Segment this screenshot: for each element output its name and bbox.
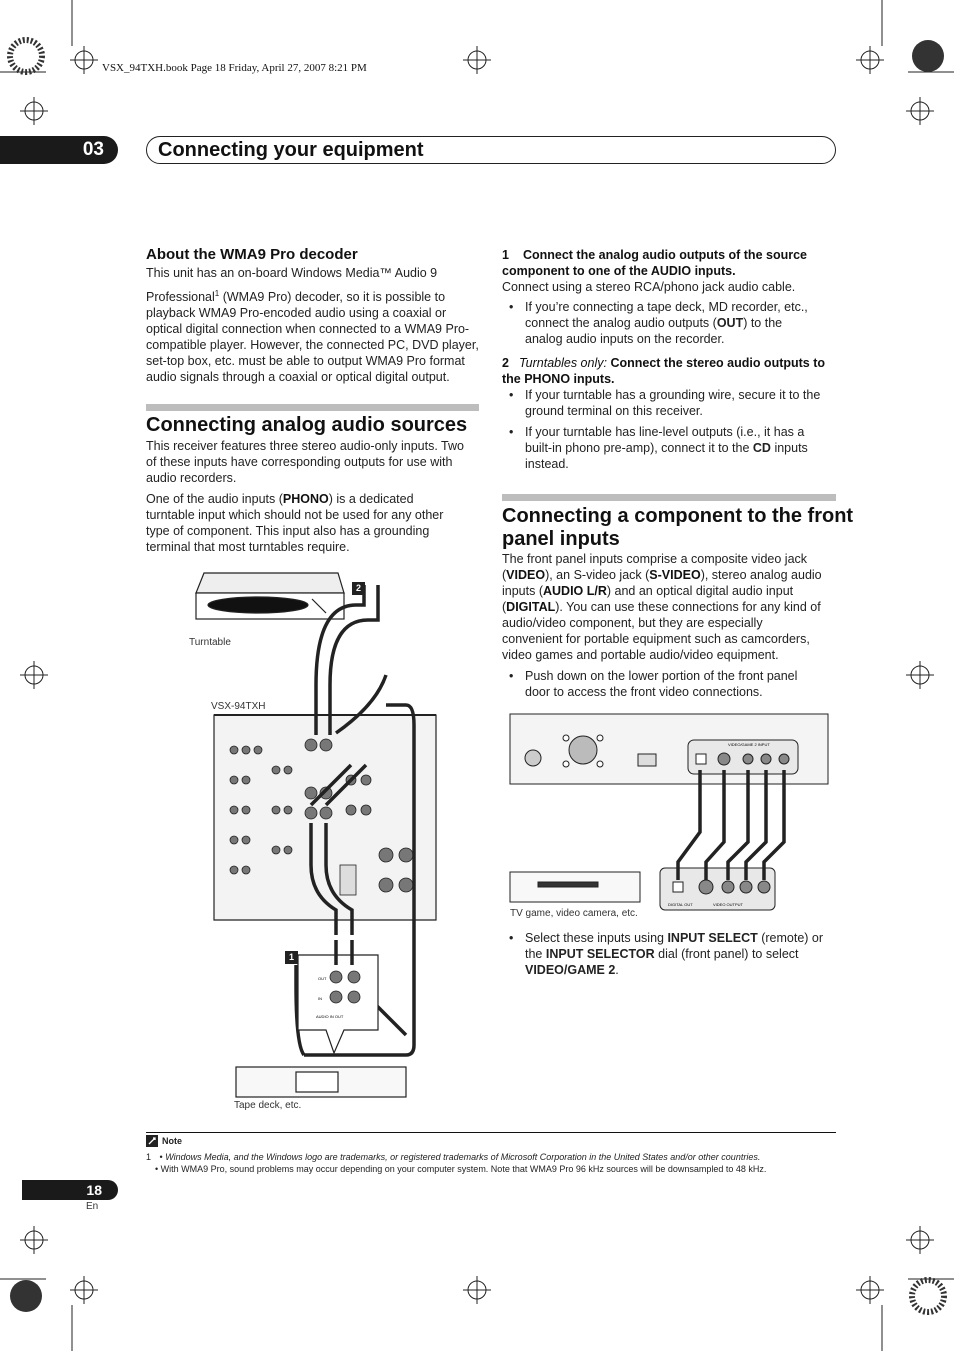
text-line: set-top box, etc. must be able to output WMA9 Pro format: [146, 354, 465, 369]
text-span: ), stereo analog audio: [700, 568, 822, 582]
front-paragraph: [502, 551, 847, 663]
text-line: convenient for portable equipment such as camcorders,: [502, 632, 810, 646]
analog-paragraph-1: [146, 438, 486, 486]
text-line: audio signals through a coaxial or optical digital output.: [146, 370, 450, 385]
note-1: 1 • Windows Media, and the Windows logo are trademarks, or registered trademarks of Microsoft Corporation in the United States and/or other countries.: [146, 1152, 761, 1162]
text-line: panel inputs: [502, 528, 620, 550]
text-line: [146, 491, 486, 507]
device-caption: TV game, video camera, etc.: [510, 908, 638, 919]
text-line: of these inputs have corresponding outputs for use with: [146, 455, 453, 469]
text-span: (: [502, 568, 507, 582]
text-span: Connect the analog audio outputs of the source: [522, 248, 807, 262]
step-2-bullet-2: [525, 424, 845, 472]
text-line: instead.: [525, 457, 569, 471]
text-line: type of component. This input also has a grounding: [146, 524, 430, 538]
text-span: Connect the stereo audio outputs to: [606, 356, 826, 370]
text-line: This receiver features three stereo audio-only inputs. Two: [146, 439, 464, 453]
wma-heading: About the WMA9 Pro decoder: [146, 246, 358, 263]
video-output-label: VIDEO OUTPUT: [713, 902, 744, 907]
step-badge-1: 1: [285, 951, 298, 964]
text-line: compatible player. However, the connected PC, DVD player,: [146, 338, 479, 353]
text-line: audio/video component, but they are especially: [502, 616, 763, 630]
text-span: connect the analog audio outputs (: [525, 316, 717, 330]
text-span: (: [502, 600, 507, 614]
video-game-term: VIDEO/GAME 2: [525, 963, 616, 977]
note-text: With WMA9 Pro, sound problems may occur depending on your computer system. Note that WMA9 Pro 96 kHz sources will be downsampled to 48 kHz.: [160, 1164, 767, 1174]
text-span: ) is a dedicated: [328, 492, 414, 506]
input-select-term: INPUT SELECT: [667, 931, 758, 945]
text-line: audio recorders.: [146, 471, 237, 485]
digital-out-label: DIGITAL OUT: [668, 902, 693, 907]
receiver-label: VSX-94TXH: [211, 701, 266, 712]
audio-lr-term: AUDIO L/R: [543, 584, 607, 598]
analog-heading: Connecting analog audio sources: [146, 414, 468, 436]
footnote-ref: 1: [214, 289, 220, 298]
page-number: 18: [22, 1180, 118, 1200]
note-2: • With WMA9 Pro, sound problems may occur depending on your computer system. Note that WMA9 Pro 96 kHz sources will be downsampled to 48 kHz.: [155, 1164, 767, 1174]
analog-paragraph-2: [146, 491, 486, 555]
front-panel-diagram: [508, 712, 833, 912]
text-span: ) to the: [743, 316, 783, 330]
out-label: OUT: [318, 976, 327, 981]
page-language: En: [86, 1201, 99, 1212]
note-divider: [146, 1132, 836, 1133]
section-rule: [502, 494, 836, 501]
text-span: (remote) or: [757, 931, 824, 945]
text-line: • If your turntable has line-level outputs (i.e., it has a: [525, 425, 805, 439]
text-span: built-in phono pre-amp), connect it to the: [525, 441, 753, 455]
text-line: • Push down on the lower portion of the front panel: [525, 669, 798, 683]
text-line: terminal that most turntables require.: [146, 540, 350, 554]
text-line: [525, 315, 845, 331]
step-2: [502, 355, 842, 387]
note-icon: [146, 1135, 158, 1147]
video-term: VIDEO: [506, 568, 546, 582]
text-span: the: [525, 947, 546, 961]
panel-label: VIDEO/GAME 2 INPUT: [728, 742, 770, 747]
chapter-title: Connecting your equipment: [158, 139, 424, 161]
text-line: [502, 247, 842, 263]
text-line: analog audio inputs on the recorder.: [525, 332, 725, 346]
wma-paragraph: [146, 265, 486, 385]
text-line: [502, 583, 847, 599]
text-span: Professional: [146, 290, 215, 305]
text-span: .: [615, 963, 619, 977]
phono-term: PHONO: [282, 492, 329, 506]
text-line: [502, 355, 842, 371]
text-line: video games and portable audio/video equipment.: [502, 648, 779, 662]
text-line: [502, 599, 847, 615]
front-heading: [502, 505, 853, 551]
chapter-number: 03: [0, 136, 118, 164]
note-number: 1: [146, 1152, 152, 1162]
text-line: [525, 930, 845, 946]
front-bullet: [525, 668, 845, 700]
text-line: The front panel inputs comprise a composite video jack: [502, 552, 808, 566]
text-span: inputs: [770, 441, 808, 455]
text-line: the PHONO inputs.: [502, 372, 615, 386]
digital-term: DIGITAL: [506, 600, 556, 614]
audio-in-out-label: AUDIO IN OUT: [316, 1014, 344, 1019]
text-span: ), an S-video jack (: [545, 568, 650, 582]
select-bullet: [525, 930, 845, 978]
text-line: • If you’re connecting a tape deck, MD recorder, etc.,: [525, 300, 808, 314]
text-span: ) and an optical digital audio input: [606, 584, 794, 598]
cd-term: CD: [752, 441, 771, 455]
tape-deck-label: Tape deck, etc.: [234, 1100, 302, 1111]
text-line: ground terminal on this receiver.: [525, 404, 703, 418]
text-line: [502, 567, 847, 583]
text-span: One of the audio inputs (: [146, 492, 283, 506]
text-line: • If your turntable has a grounding wire, secure it to the: [525, 388, 821, 402]
text-line: Connecting a component to the front: [502, 505, 854, 527]
text-span: Turntables only:: [518, 356, 607, 370]
text-line: [525, 962, 845, 978]
step-2-bullet-1: [525, 387, 845, 419]
text-span: inputs (: [502, 584, 543, 598]
step-1: [502, 247, 842, 279]
book-header: VSX_94TXH.book Page 18 Friday, April 27, 2007 8:21 PM: [102, 62, 367, 74]
text-line: [525, 946, 845, 962]
step-1-bullet: [525, 299, 845, 347]
text-line: component to one of the AUDIO inputs.: [502, 264, 736, 278]
turntable-label: Turntable: [189, 637, 231, 648]
section-rule: [146, 404, 479, 411]
text-line: optical digital connection when connected to a WMA9 Pro-: [146, 322, 470, 337]
text-line: door to access the front video connections.: [525, 685, 763, 699]
step-badge-2: 2: [352, 582, 365, 595]
step-1-subtext: Connect using a stereo RCA/phono jack audio cable.: [502, 280, 796, 294]
in-label: IN: [318, 996, 322, 1001]
step-number: 2: [502, 356, 509, 370]
s-video-term: S-VIDEO: [649, 568, 701, 582]
text-line: This unit has an on-board Windows Media™ Audio 9: [146, 266, 438, 280]
input-selector-term: INPUT SELECTOR: [545, 947, 655, 961]
text-span: ). You can use these connections for any kind of: [555, 600, 821, 614]
note-text: Windows Media, and the Windows logo are trademarks, or registered trademarks of Microsoft Corporation in the United States and/or other countries.: [165, 1152, 761, 1162]
out-term: OUT: [716, 316, 744, 330]
text-line: turntable input which should not be used for any other: [146, 508, 444, 522]
text-span: (WMA9 Pro) decoder, so it is possible to: [219, 290, 446, 305]
text-line: playback WMA9 Pro-encoded audio using a coaxial or: [146, 306, 447, 321]
text-span: Select these inputs using: [525, 931, 668, 945]
step-number: 1: [502, 248, 509, 262]
text-line: [525, 440, 845, 456]
note-label: Note: [162, 1136, 182, 1146]
text-span: dial (front panel) to select: [654, 947, 799, 961]
text-line: [146, 286, 486, 305]
